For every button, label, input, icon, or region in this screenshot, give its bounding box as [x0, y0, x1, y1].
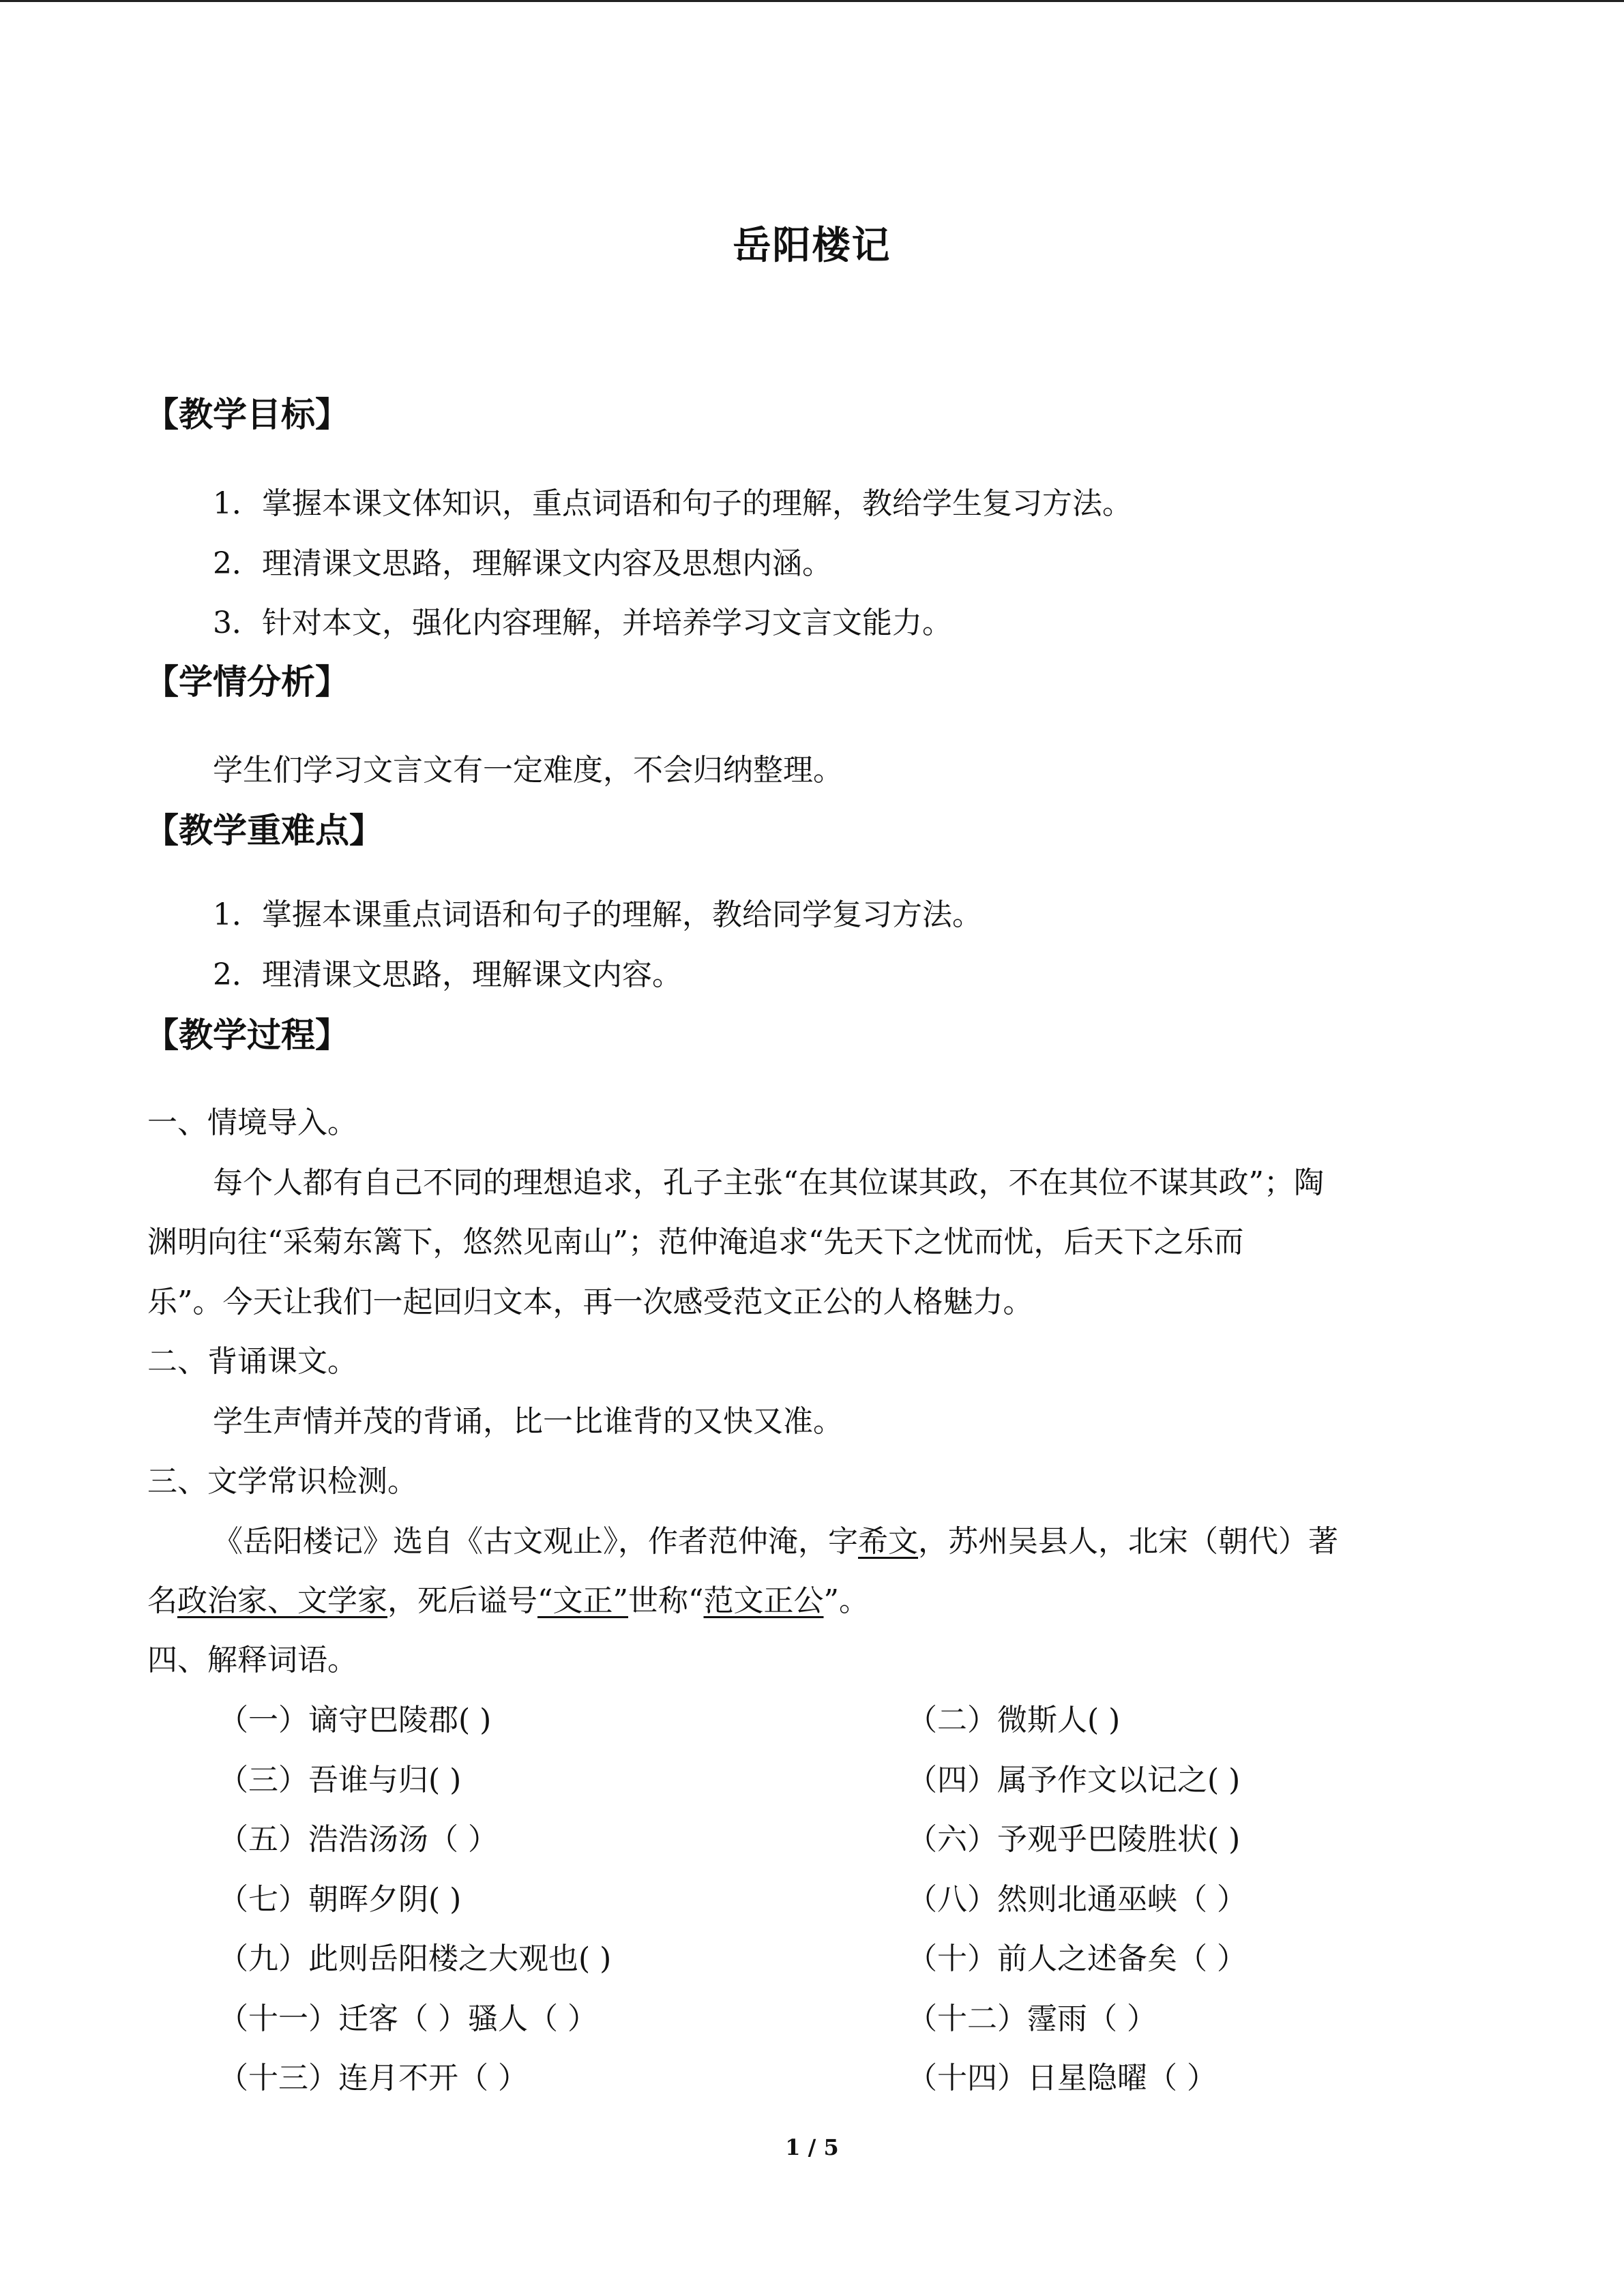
step3-title: 三、文学常识检测。: [147, 1464, 417, 1499]
step3-line-1: [213, 1517, 1338, 1560]
step4-title: 四、解释词语。: [147, 1643, 357, 1678]
step1-line: 乐”。今天让我们一起回归文本，再一次感受范文正公的人格魅力。: [147, 1285, 1033, 1320]
page-title: 岳阳楼记: [733, 224, 891, 268]
vocab-item: （十）前人之述备矣（ ）: [907, 1941, 1247, 1976]
vocab-item: （三）吾谁与归( ): [218, 1763, 462, 1798]
objective-item: 2．理清课文思路，理解课文内容及思想内涵。: [213, 546, 832, 581]
step3-text: ，死后谥号: [387, 1583, 537, 1618]
objectives-heading: 【教学目标】: [145, 395, 349, 434]
vocab-item: （七）朝晖夕阴( ): [218, 1882, 462, 1917]
answer-honorific: 范文正公: [703, 1583, 824, 1618]
answer-posthumous-name: “文正”: [537, 1583, 628, 1618]
process-heading: 【教学过程】: [145, 1015, 349, 1055]
keypoints-heading: 【教学重难点】: [145, 811, 383, 850]
step3-text: ，苏州吴县人，北宋（朝代）著: [918, 1524, 1338, 1559]
step3-text: 世称“: [628, 1583, 704, 1618]
step1-line: 渊明向往“采菊东篱下，悠然见南山”；范仲淹追求“先天下之忧而忧，后天下之乐而: [147, 1225, 1244, 1259]
vocab-item: （六）予观乎巴陵胜状( ): [907, 1822, 1241, 1857]
step3-line-2: [147, 1576, 869, 1620]
answer-courtesy-name: 希文: [858, 1524, 918, 1559]
page-number: 1 / 5: [785, 2134, 839, 2160]
vocab-item: （四）属予作文以记之( ): [907, 1763, 1241, 1798]
vocab-item: （五）浩浩汤汤（ ）: [218, 1822, 498, 1857]
top-border: [0, 0, 1624, 2]
answer-identity: 政治家、文学家: [177, 1583, 387, 1618]
vocab-item: （十一）迁客（ ）骚人（ ）: [218, 2001, 597, 2036]
step3-text: 《岳阳楼记》选自《古文观止》，作者范仲淹，字: [213, 1524, 858, 1559]
step3-text: ”。: [823, 1583, 869, 1618]
step3-text: 名: [147, 1583, 177, 1618]
vocab-item: （十三）连月不开（ ）: [218, 2061, 528, 2096]
objective-item: 3．针对本文，强化内容理解，并培养学习文言文能力。: [213, 606, 952, 640]
objective-item: 1．掌握本课文体知识，重点词语和句子的理解，教给学生复习方法。: [213, 486, 1132, 521]
step2-text: 学生声情并茂的背诵，比一比谁背的又快又准。: [213, 1404, 843, 1439]
step1-line: 每个人都有自己不同的理想追求，孔子主张“在其位谋其政，不在其位不谋其政”；陶: [213, 1165, 1324, 1200]
vocab-item: （十二）霪雨（ ）: [907, 2001, 1157, 2036]
vocab-item: （十四）日星隐曜（ ）: [907, 2061, 1217, 2096]
step2-title: 二、背诵课文。: [147, 1344, 357, 1379]
vocab-item: （八）然则北通巫峡（ ）: [907, 1882, 1247, 1917]
step1-title: 一、情境导入。: [147, 1105, 357, 1140]
vocab-item: （九）此则岳阳楼之大观也( ): [218, 1941, 612, 1976]
analysis-heading: 【学情分析】: [145, 662, 349, 702]
vocab-item: （二）微斯人( ): [907, 1703, 1121, 1738]
keypoint-item: 2．理清课文思路，理解课文内容。: [213, 957, 682, 992]
keypoint-item: 1．掌握本课重点词语和句子的理解，教给同学复习方法。: [213, 897, 982, 932]
vocab-item: （一）谪守巴陵郡( ): [218, 1703, 492, 1738]
analysis-text: 学生们学习文言文有一定难度，不会归纳整理。: [213, 753, 843, 788]
